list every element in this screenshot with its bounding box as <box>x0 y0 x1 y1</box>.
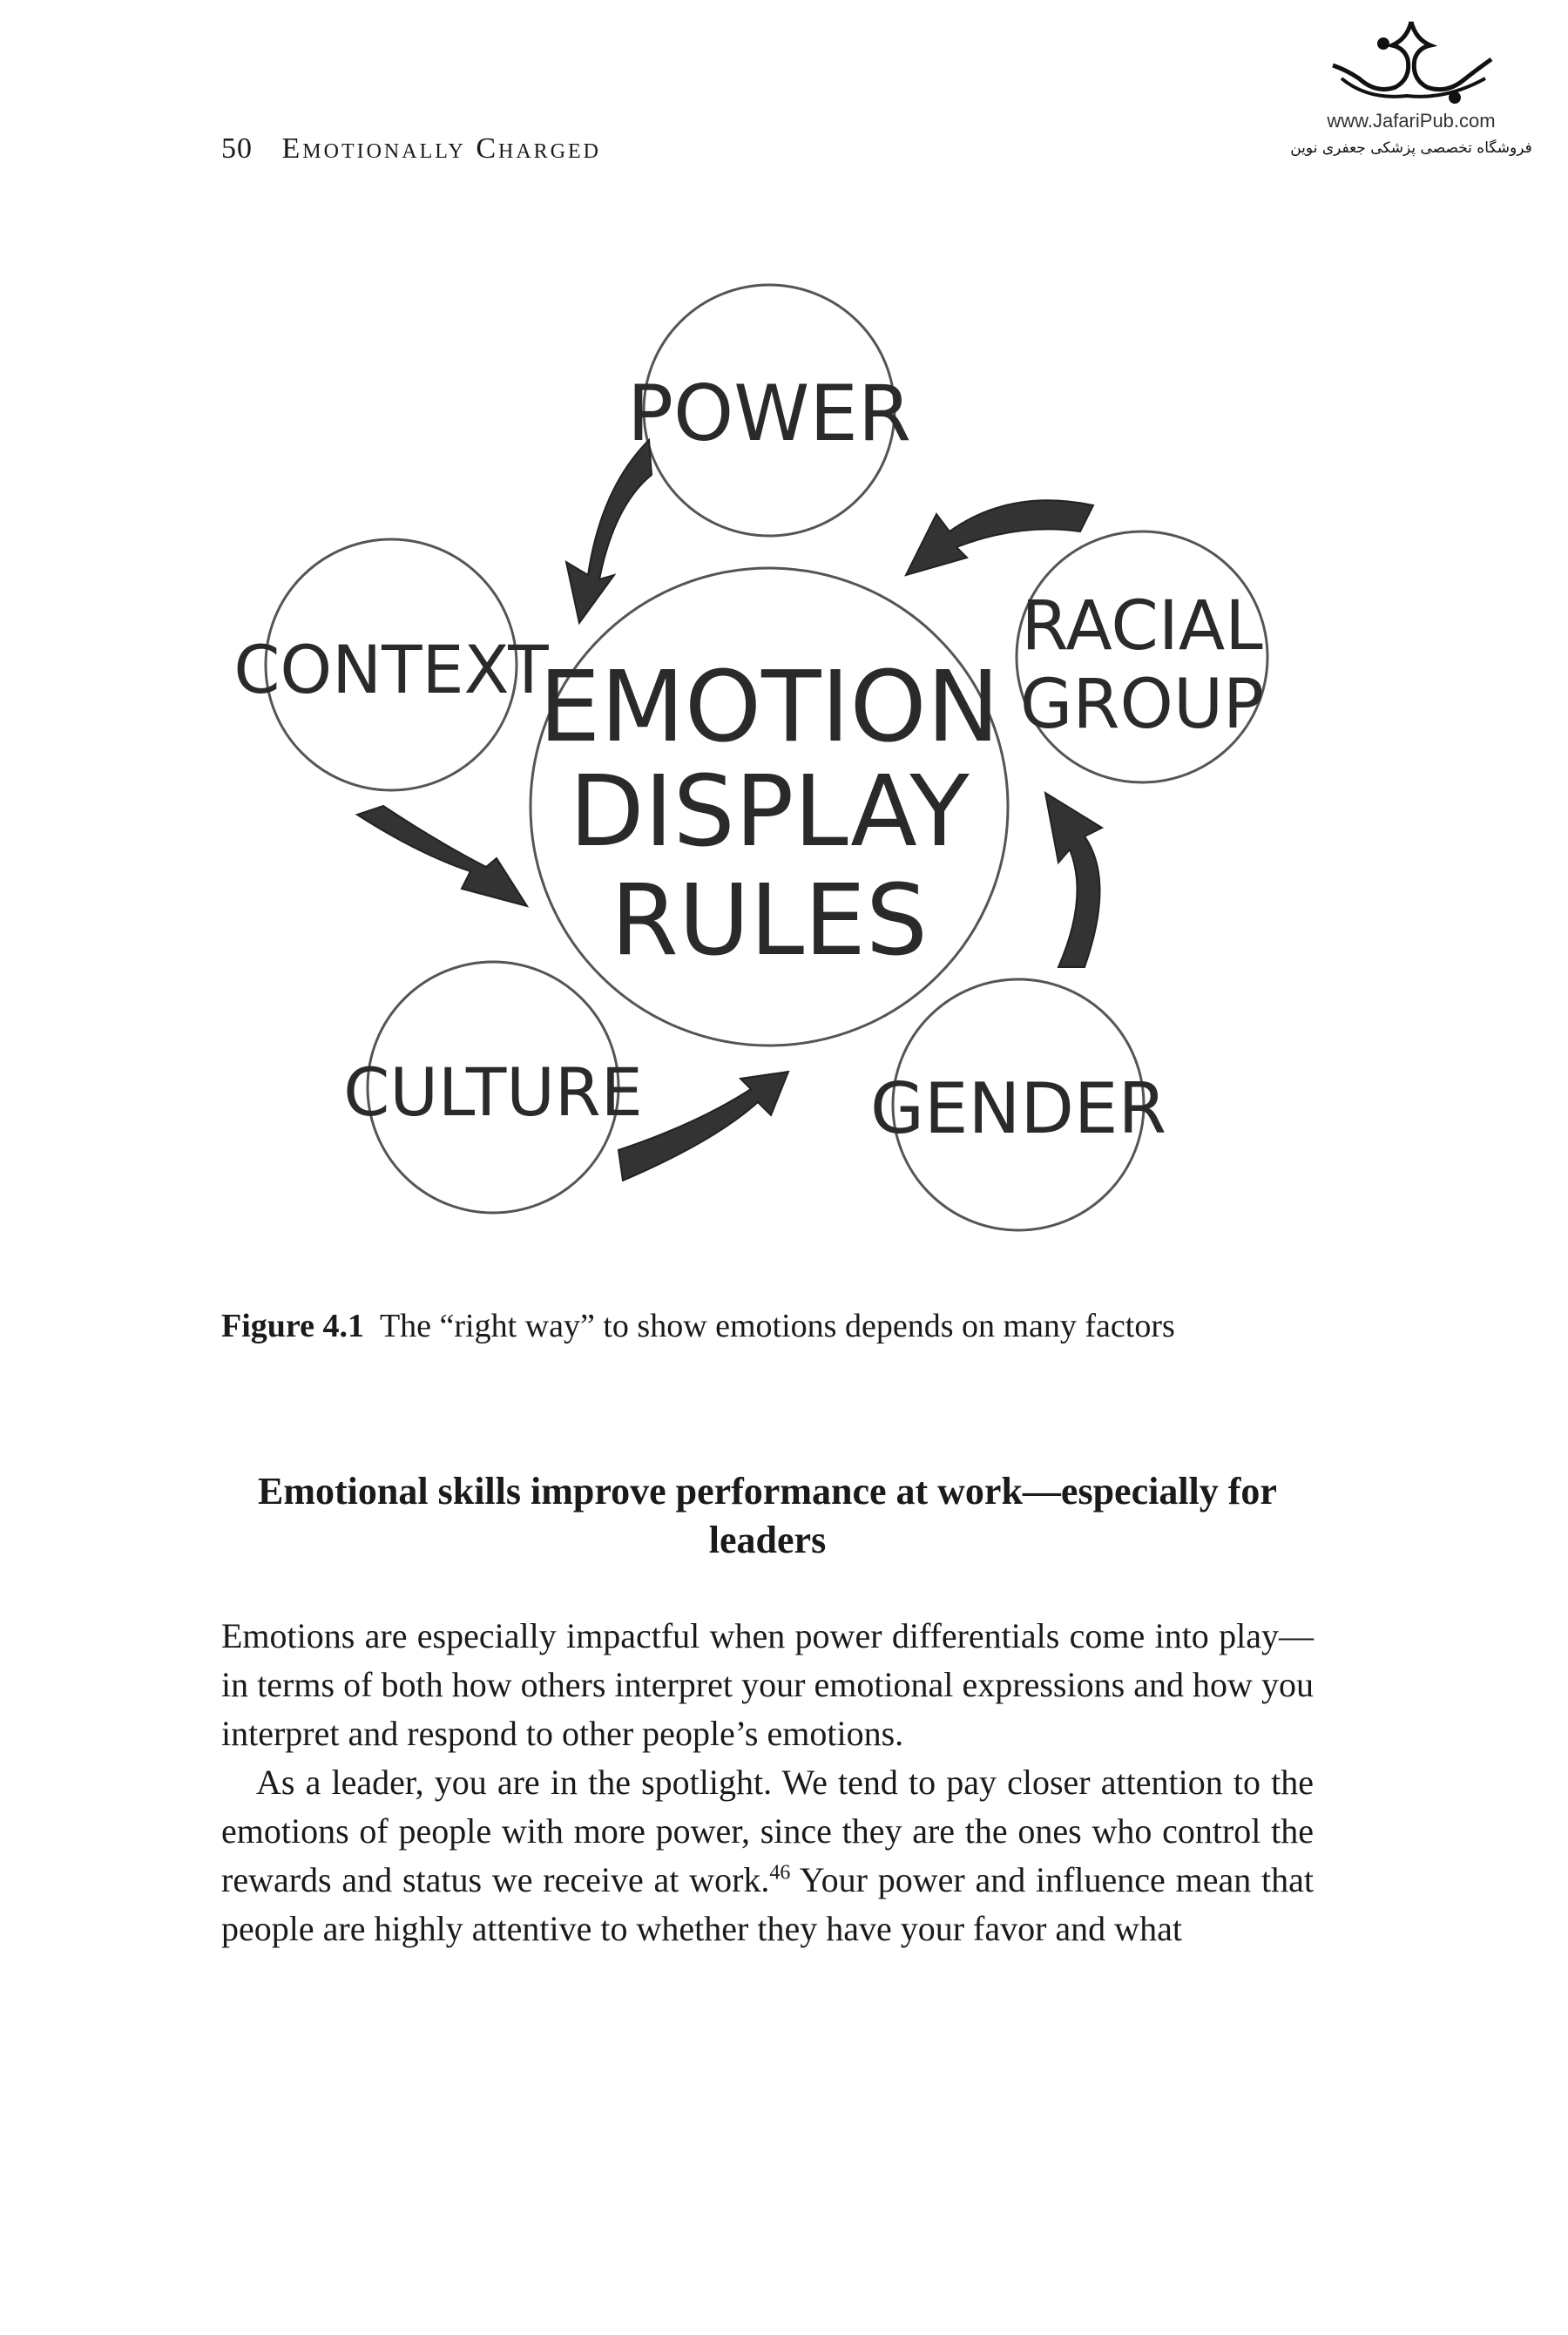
footnote-ref[interactable]: 46 <box>769 1861 791 1885</box>
logo-url: www.JafariPub.com <box>1327 110 1496 132</box>
page-number: 50 <box>221 132 253 165</box>
factor-group: GROUP <box>1019 666 1265 744</box>
body-text <box>221 1612 1314 1953</box>
paragraph-2-b: Your power and influence mean that people are highly attentive to whether they have your favor and what <box>221 1860 1314 1948</box>
factor-context: CONTEXT <box>233 631 549 708</box>
center-line-3: RULES <box>610 864 929 978</box>
center-line-2: DISPLAY <box>569 755 970 869</box>
center-line-1: EMOTION <box>538 651 1000 764</box>
factor-racial: RACIAL <box>1021 587 1263 666</box>
arrow-icon <box>906 500 1093 575</box>
figure-caption <box>221 1307 1175 1345</box>
paragraph-2 <box>221 1758 1314 1953</box>
running-title: Emotionally Charged <box>281 132 602 165</box>
arrow-icon <box>618 1072 788 1181</box>
caption-text: The “right way” to show emotions depends on many factors <box>379 1308 1175 1344</box>
arrow-icon <box>1045 793 1102 967</box>
logo-tagline: فروشگاه تخصصی پزشکی جعفری نوین <box>1290 139 1532 157</box>
paragraph-2-a: As a leader, you are in the spotlight. We tend to pay closer attention to the emotions of people with more power, since they are the ones who control the rewards and status we receive at work. <box>221 1763 1314 1899</box>
factor-power: POWER <box>626 369 912 458</box>
section-heading: Emotional skills improve performance at work—especially for leaders <box>258 1470 1277 1561</box>
arrow-icon <box>566 440 652 623</box>
factor-culture: CULTURE <box>343 1053 643 1131</box>
caption-label: Figure 4.1 <box>221 1308 364 1344</box>
paragraph-1: Emotions are especially impactful when power differentials come into play—in terms of both how others interpret your emotional expressions and how you interpret and respond to other people’s emotions. <box>221 1616 1314 1753</box>
factor-gender: GENDER <box>869 1068 1167 1149</box>
arrow-icon <box>357 806 527 906</box>
